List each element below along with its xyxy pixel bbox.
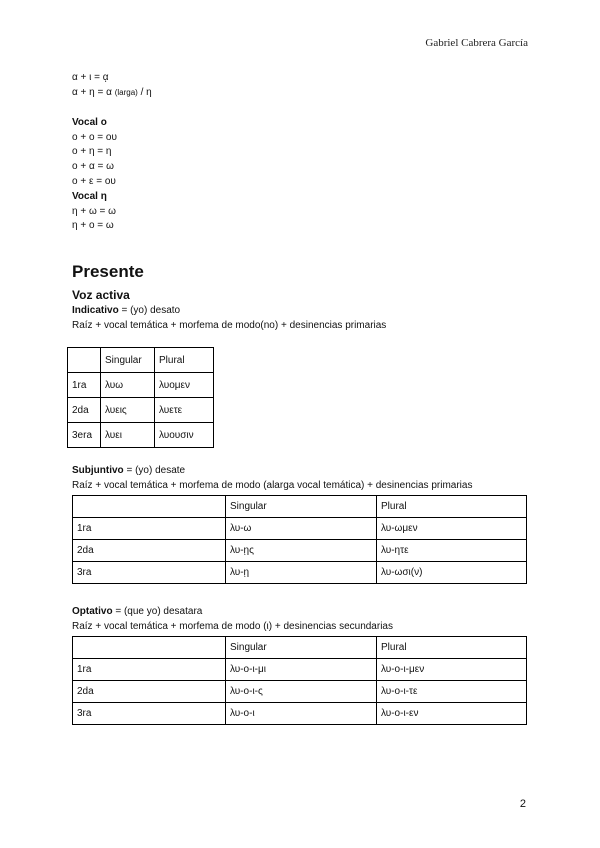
- vocal-eta-rule: η + ο = ω: [72, 220, 114, 231]
- table-cell: λυομεν: [155, 373, 214, 398]
- table-row: [73, 540, 527, 562]
- vocal-eta-rule: η + ω = ω: [72, 206, 116, 217]
- table-row: [68, 398, 214, 423]
- page-header-author: Gabriel Cabrera García: [425, 37, 528, 49]
- table-cell: 2da: [68, 398, 101, 423]
- optativo-label: Optativo: [72, 606, 113, 617]
- table-cell: λυ-ο-ι-ς: [226, 681, 377, 703]
- table-row: [73, 659, 527, 681]
- table-cell: λυ-ο-ι-τε: [377, 681, 527, 703]
- table-cell: λυω: [101, 373, 155, 398]
- optativo-heading: [72, 605, 202, 619]
- vocal-o-rule: ο + η = η: [72, 146, 112, 157]
- table-cell: 1ra: [73, 659, 226, 681]
- table-cell: λυ-ητε: [377, 540, 527, 562]
- subjuntivo-table: [72, 495, 527, 584]
- table-header-cell: Plural: [155, 348, 214, 373]
- table-header-row: [68, 348, 214, 373]
- table-cell: [73, 637, 226, 659]
- subjuntivo-gloss: = (yo) desate: [123, 465, 186, 476]
- section-title-presente: Presente: [72, 262, 144, 281]
- table-cell: 3era: [68, 423, 101, 448]
- table-cell: [73, 496, 226, 518]
- table-header-row: [73, 496, 527, 518]
- table-row: [73, 518, 527, 540]
- indicativo-table: [67, 347, 214, 448]
- table-cell: λυ-ω: [226, 518, 377, 540]
- table-cell: λυ-ῃς: [226, 540, 377, 562]
- table-cell: 2da: [73, 540, 226, 562]
- table-row: [73, 681, 527, 703]
- subjuntivo-label: Subjuntivo: [72, 465, 124, 476]
- optativo-table: [72, 636, 527, 725]
- rule-alpha-eta: [72, 86, 152, 100]
- table-header-cell: Plural: [377, 496, 527, 518]
- table-cell: λυεις: [101, 398, 155, 423]
- table-header-cell: Singular: [226, 637, 377, 659]
- table-cell: λυ-ῃ: [226, 562, 377, 584]
- table-header-cell: Plural: [377, 637, 527, 659]
- table-cell: λυ-ο-ι-μεν: [377, 659, 527, 681]
- subjuntivo-formula: Raíz + vocal temática + morfema de modo (alarga vocal temática) + desinencias primarias: [72, 480, 473, 491]
- table-cell: λυετε: [155, 398, 214, 423]
- table-cell: λυει: [101, 423, 155, 448]
- table-row: [73, 703, 527, 725]
- table-cell: λυ-ωσι(ν): [377, 562, 527, 584]
- table-header-row: [73, 637, 527, 659]
- vocal-o-rule: ο + ε = ου: [72, 176, 116, 187]
- indicativo-formula: Raíz + vocal temática + morfema de modo(no) + desinencias primarias: [72, 320, 387, 331]
- table-cell: λυ-ωμεν: [377, 518, 527, 540]
- rule-alpha-eta-text: α + η = α: [72, 87, 112, 98]
- indicativo-gloss: = (yo) desato: [118, 305, 181, 316]
- table-cell: λυ-ο-ι-μι: [226, 659, 377, 681]
- table-row: [68, 423, 214, 448]
- table-header-cell: Singular: [101, 348, 155, 373]
- rule-alpha-iota: α + ι = ᾳ: [72, 72, 109, 83]
- indicativo-heading: [72, 304, 180, 318]
- table-cell: 1ra: [73, 518, 226, 540]
- table-cell: λυ-ο-ι-εν: [377, 703, 527, 725]
- rule-alpha-eta-alt: / η: [140, 87, 152, 98]
- subsection-title-voz-activa: Voz activa: [72, 288, 130, 302]
- optativo-formula: Raíz + vocal temática + morfema de modo (ι) + desinencias secundarias: [72, 621, 393, 632]
- table-cell: 1ra: [68, 373, 101, 398]
- vocal-eta-title: Vocal η: [72, 191, 107, 202]
- page-number: 2: [519, 798, 526, 810]
- table-header-cell: Singular: [226, 496, 377, 518]
- subjuntivo-heading: [72, 464, 185, 478]
- table-cell: λυ-ο-ι: [226, 703, 377, 725]
- table-cell: [68, 348, 101, 373]
- indicativo-label: Indicativo: [72, 305, 119, 316]
- table-cell: λυουσιν: [155, 423, 214, 448]
- optativo-gloss: = (que yo) desatara: [112, 606, 203, 617]
- table-cell: 2da: [73, 681, 226, 703]
- table-cell: 3ra: [73, 562, 226, 584]
- rule-alpha-eta-note: (larga): [114, 88, 138, 97]
- vocal-o-title: Vocal ο: [72, 117, 107, 128]
- table-row: [68, 373, 214, 398]
- vocal-o-rule: ο + α = ω: [72, 161, 114, 172]
- vocal-o-rule: ο + ο = ου: [72, 132, 117, 143]
- table-cell: 3ra: [73, 703, 226, 725]
- table-row: [73, 562, 527, 584]
